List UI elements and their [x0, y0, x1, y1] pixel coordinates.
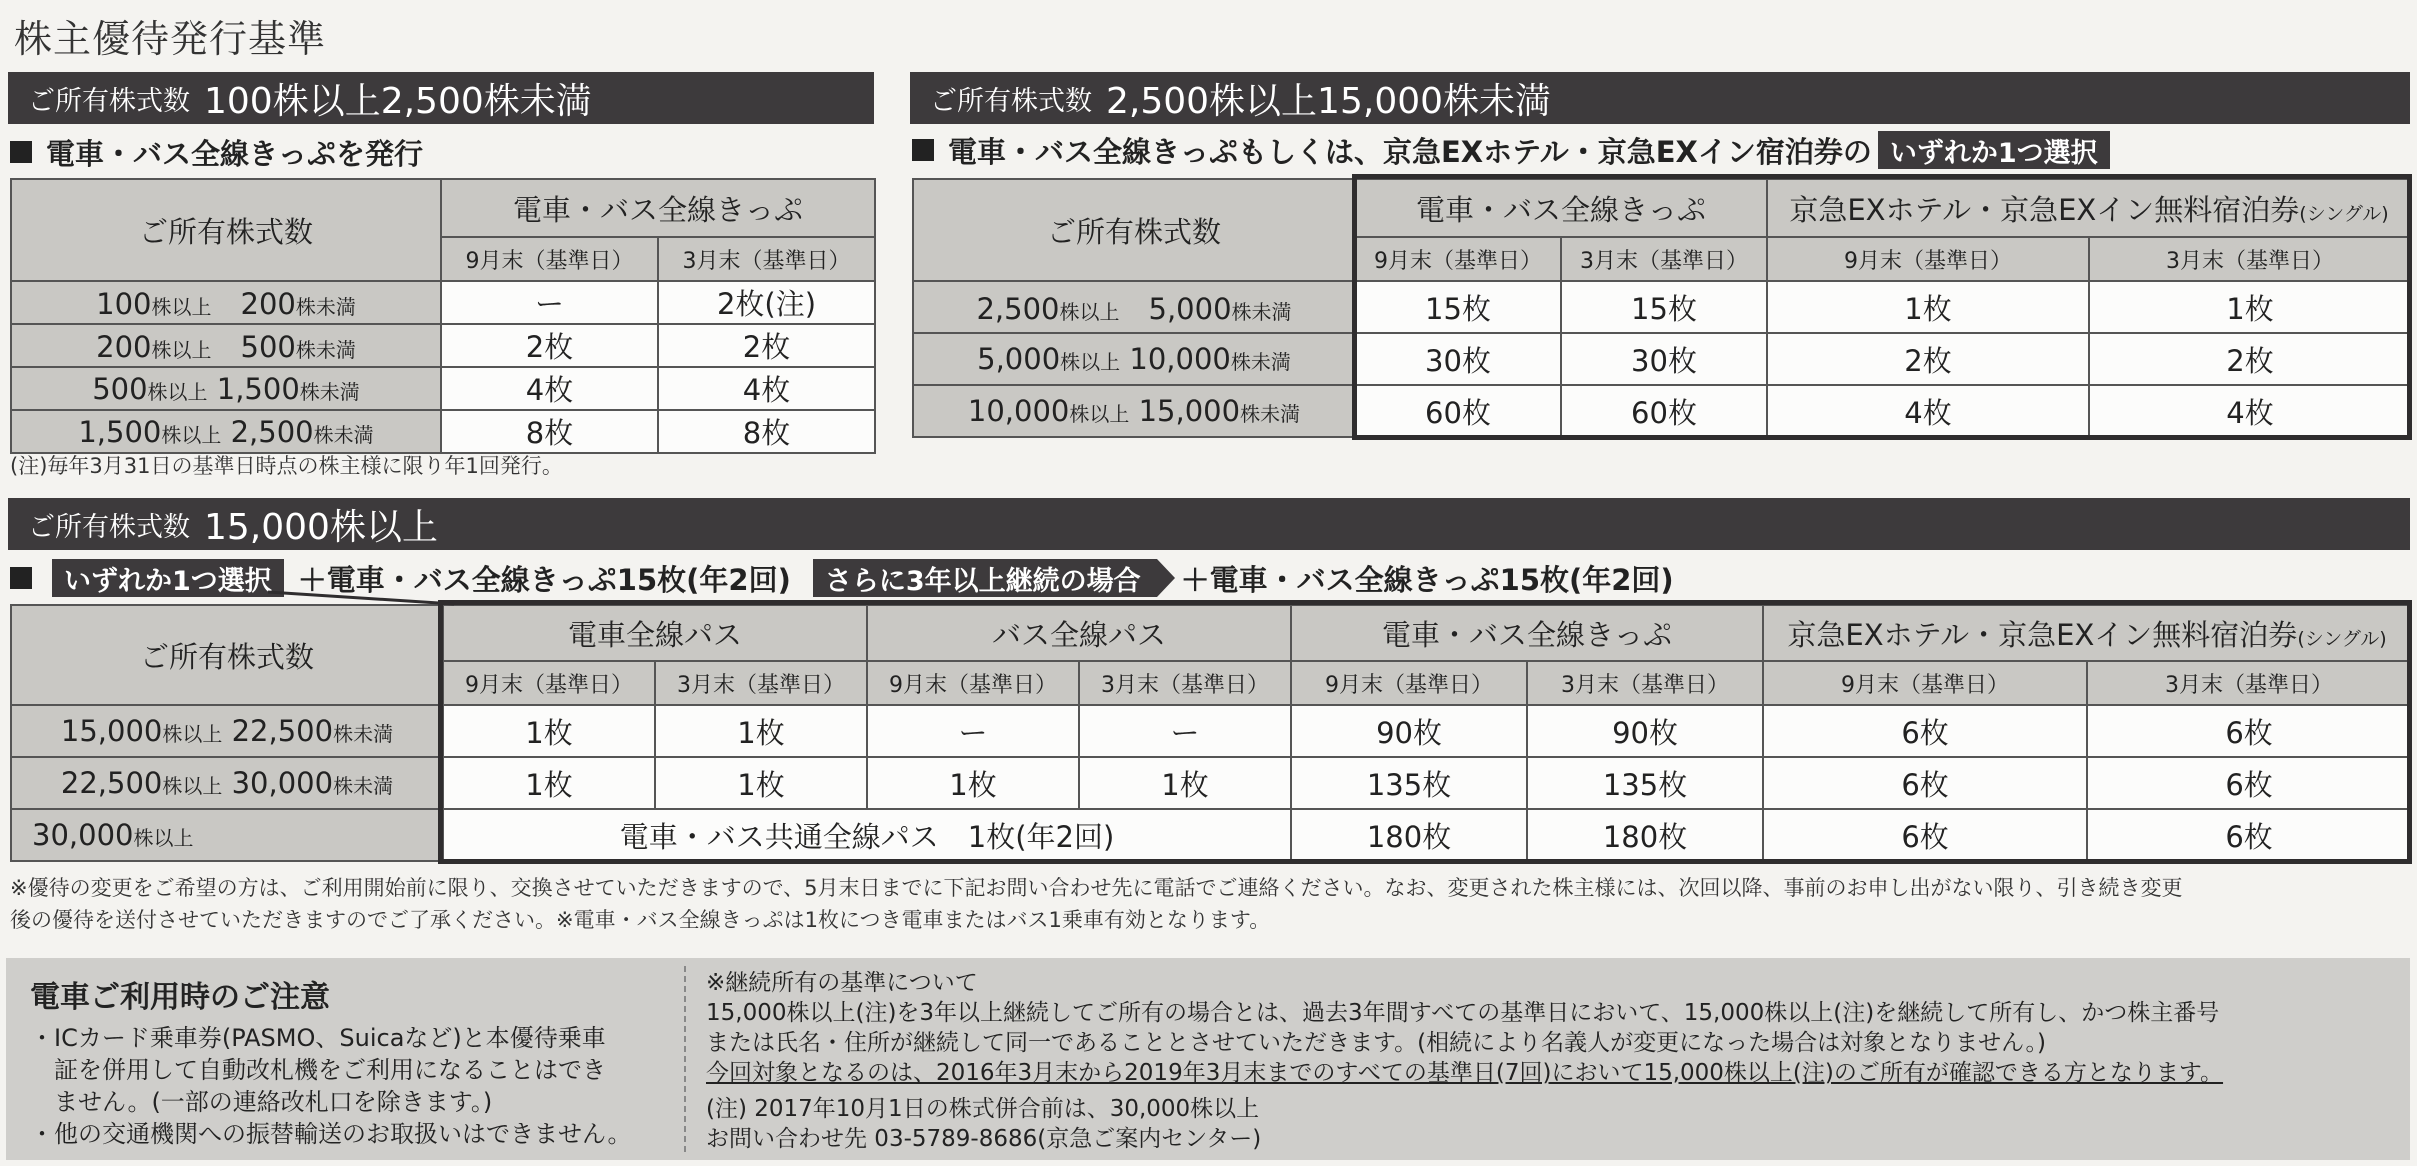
caution-item: ません。(一部の連絡改札口を除きます。) — [30, 1088, 493, 1116]
section1-subheader: 3月末（基準日） — [658, 237, 875, 281]
section3-subheader: 3月末（基準日） — [1079, 661, 1291, 705]
table-cell: 1枚 — [443, 705, 655, 757]
share-range-label: 500株以上 1,500株未満 — [11, 367, 441, 410]
table-cell: 6枚 — [1763, 705, 2087, 757]
section1-band-value: 100株以上2,500株未満 — [204, 80, 592, 122]
section1-band — [8, 72, 874, 124]
section3-subheader: 3月末（基準日） — [655, 661, 867, 705]
section2-subheader: 9月末（基準日） — [1767, 237, 2089, 281]
table-cell: 2枚 — [658, 324, 875, 367]
table-cell: ー — [867, 705, 1079, 757]
continuation-text: または氏名・住所が継続して同一であることとさせていただきます。(相続により名義人が変更になった場合は対象となりません。) — [706, 1030, 2046, 1056]
share-range-label: 100株以上 200株未満 — [11, 281, 441, 324]
section2-subheading-text: 電車・バス全線きっぷもしくは、京急EXホテル・京急EXイン宿泊券の — [948, 134, 1872, 169]
contact-info: お問い合わせ先 03-5789-8686(京急ご案内センター) — [706, 1126, 1262, 1152]
section3-subheader: 9月末（基準日） — [443, 661, 655, 705]
table-cell: 15枚 — [1355, 281, 1561, 333]
section2-subheader: 3月末（基準日） — [1561, 237, 1767, 281]
caution-item: ・他の交通機関への振替輸送のお取扱いはできません。 — [30, 1120, 632, 1148]
table-cell: 4枚 — [1767, 385, 2089, 437]
caution-title: 電車ご利用時のご注意 — [30, 980, 330, 1015]
square-bullet-icon — [10, 567, 32, 589]
choice-connector-line — [268, 590, 458, 606]
section3-subheading — [10, 558, 1674, 598]
table-cell: 1枚 — [655, 705, 867, 757]
table-cell: 1枚 — [443, 757, 655, 809]
choose-one-tag: いずれか1つ選択 — [1878, 131, 2110, 169]
table-cell: 1枚 — [2089, 281, 2411, 333]
section3-band-label: ご所有株式数 — [28, 511, 190, 543]
square-bullet-icon — [912, 139, 934, 161]
share-range-label: 22,500株以上 30,000株未満 — [11, 757, 443, 809]
table-cell: 6枚 — [1763, 809, 2087, 861]
table-cell: 135枚 — [1291, 757, 1527, 809]
table-cell: 1枚 — [1079, 757, 1291, 809]
section2-band-label: ご所有株式数 — [930, 85, 1092, 117]
table-cell: 60枚 — [1561, 385, 1767, 437]
table-cell: 135枚 — [1527, 757, 1763, 809]
share-range-label: 2,500株以上 5,000株未満 — [913, 281, 1355, 333]
table-cell: 2枚(注) — [658, 281, 875, 324]
section2-table — [912, 178, 2412, 438]
table-cell: ー — [1079, 705, 1291, 757]
section3-note-1: ※優待の変更をご希望の方は、ご利用開始前に限り、交換させていただきますので、5月末日までに下記お問い合わせ先に電話でご連絡ください。なお、変更された株主様には、次回以降、事前のお申し出がない限り、引き続き変更 — [10, 876, 2183, 900]
caution-item: ・ICカード乗車券(PASMO、Suicaなど)と本優待乗車 — [30, 1024, 606, 1052]
section3-band — [8, 498, 2410, 550]
table-cell: 1枚 — [867, 757, 1079, 809]
section1-col-header: ご所有株式数 — [11, 179, 441, 281]
section2-subheader: 9月末（基準日） — [1355, 237, 1561, 281]
table-cell: 6枚 — [2087, 705, 2411, 757]
bonus-text-1: ＋電車・バス全線きっぷ15枚(年2回) — [297, 562, 791, 597]
share-range-label: 15,000株以上 22,500株未満 — [11, 705, 443, 757]
section2-subheading — [912, 130, 2116, 170]
table-cell: 1枚 — [655, 757, 867, 809]
section3-subheader: 9月末（基準日） — [1291, 661, 1527, 705]
share-range-label: 1,500株以上 2,500株未満 — [11, 410, 441, 453]
section1-table — [10, 178, 876, 454]
section1-subheading-text: 電車・バス全線きっぷを発行 — [46, 136, 424, 171]
section1-footnote: (注)毎年3月31日の基準日時点の株主様に限り年1回発行。 — [10, 454, 563, 478]
section2-group-hotel: 京急EXホテル・京急EXイン無料宿泊券(シングル) — [1767, 179, 2411, 237]
table-cell: 30枚 — [1355, 333, 1561, 385]
table-cell: 6枚 — [2087, 757, 2411, 809]
table-cell: 6枚 — [1763, 757, 2087, 809]
table-cell: 90枚 — [1527, 705, 1763, 757]
section3-col-header: ご所有株式数 — [11, 605, 443, 705]
section3-subheader: 9月末（基準日） — [1763, 661, 2087, 705]
table-cell: 8枚 — [441, 410, 658, 453]
caution-item: 証を併用して自動改札機をご利用になることはでき — [30, 1056, 606, 1084]
share-range-label: 200株以上 500株未満 — [11, 324, 441, 367]
table-cell: 8枚 — [658, 410, 875, 453]
page-title: 株主優待発行基準 — [14, 17, 327, 61]
section2-band — [910, 72, 2410, 124]
section3-group-bus-pass: バス全線パス — [867, 605, 1291, 661]
table-cell: 6枚 — [2087, 809, 2411, 861]
table-cell: 180枚 — [1527, 809, 1763, 861]
section2-group-ticket: 電車・バス全線きっぷ — [1355, 179, 1767, 237]
share-range-label: 30,000株以上 — [11, 809, 443, 861]
table-cell: 4枚 — [658, 367, 875, 410]
section3-subheader: 3月末（基準日） — [2087, 661, 2411, 705]
table-cell: 2枚 — [441, 324, 658, 367]
section3-subheader: 9月末（基準日） — [867, 661, 1079, 705]
section3-group-hotel: 京急EXホテル・京急EXイン無料宿泊券(シングル) — [1763, 605, 2411, 661]
section2-subheader: 3月末（基準日） — [2089, 237, 2411, 281]
continuation-target-text: 今回対象となるのは、2016年3月末から2019年3月末までのすべての基準日(7回)において15,000株以上(注)のご所有が確認できる方となります。 — [706, 1060, 2224, 1086]
choose-one-tag: いずれか1つ選択 — [52, 559, 284, 597]
table-cell: 4枚 — [441, 367, 658, 410]
section3-note-2: 後の優待を送付させていただきますのでご了承ください。※電車・バス全線きっぷは1枚につき電車またはバス1乗車有効となります。 — [10, 908, 1271, 932]
continuation-tag: さらに3年以上継続の場合 — [813, 559, 1157, 597]
section1-subheading — [10, 132, 423, 172]
share-range-label: 10,000株以上 15,000株未満 — [913, 385, 1355, 437]
continuation-text: 15,000株以上(注)を3年以上継続してご所有の場合とは、過去3年間すべての基準日において、15,000株以上(注)を継続して所有し、かつ株主番号 — [706, 1000, 2220, 1026]
section3-subheader: 3月末（基準日） — [1527, 661, 1763, 705]
continuation-title: ※継続所有の基準について — [706, 970, 978, 996]
section1-group-header: 電車・バス全線きっぷ — [441, 179, 875, 237]
box-divider — [684, 966, 686, 1152]
section3-table — [10, 604, 2412, 862]
section3-group-ticket: 電車・バス全線きっぷ — [1291, 605, 1763, 661]
square-bullet-icon — [10, 141, 32, 163]
table-cell: 180枚 — [1291, 809, 1527, 861]
section2-band-value: 2,500株以上15,000株未満 — [1106, 80, 1552, 122]
section3-band-value: 15,000株以上 — [204, 506, 438, 548]
table-cell: 30枚 — [1561, 333, 1767, 385]
table-cell: ー — [441, 281, 658, 324]
section3-group-train-pass: 電車全線パス — [443, 605, 867, 661]
section1-band-label: ご所有株式数 — [28, 85, 190, 117]
bonus-text-2: ＋電車・バス全線きっぷ15枚(年2回) — [1180, 562, 1674, 597]
table-cell: 90枚 — [1291, 705, 1527, 757]
table-cell: 60枚 — [1355, 385, 1561, 437]
share-range-label: 5,000株以上 10,000株未満 — [913, 333, 1355, 385]
table-cell: 4枚 — [2089, 385, 2411, 437]
table-cell: 15枚 — [1561, 281, 1767, 333]
merger-note: (注) 2017年10月1日の株式併合前は、30,000株以上 — [706, 1096, 1260, 1122]
section1-subheader: 9月末（基準日） — [441, 237, 658, 281]
table-cell: 2枚 — [1767, 333, 2089, 385]
section2-col-header: ご所有株式数 — [913, 179, 1355, 281]
table-cell: 1枚 — [1767, 281, 2089, 333]
table-cell: 2枚 — [2089, 333, 2411, 385]
common-pass-cell: 電車・バス共通全線パス 1枚(年2回) — [443, 809, 1291, 861]
